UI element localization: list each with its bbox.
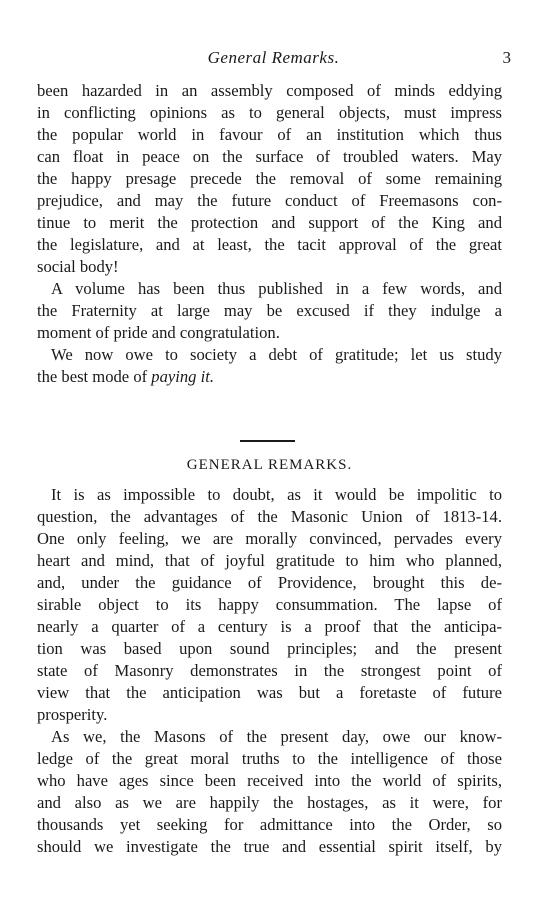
text-line: should we investigate the true and essential spirit itself, by	[37, 837, 502, 856]
running-head	[36, 48, 511, 70]
text-line: and, under the guidance of Providence, brought this de-	[37, 573, 502, 592]
paragraph-start-line: A volume has been thus published in a few words, and	[51, 279, 502, 298]
text-line: been hazarded in an assembly composed of minds eddying	[37, 81, 502, 100]
section-body-text	[37, 484, 502, 858]
text-line: nearly a quarter of a century is a proof that the anticipa-	[37, 617, 502, 636]
text-line: ledge of the great moral truths to the intelligence of those	[37, 749, 502, 768]
text-line: can float in peace on the surface of troubled waters. May	[37, 147, 502, 166]
text-line: in conflicting opinions as to general objects, must impress	[37, 103, 502, 122]
text-line: state of Masonry demonstrates in the strongest point of	[37, 661, 502, 680]
text-line: question, the advantages of the Masonic Union of 1813-14.	[37, 507, 502, 526]
text-line: the Fraternity at large may be excused if they indulge a	[37, 301, 502, 320]
text-line: tinue to merit the protection and support of the King and	[37, 213, 502, 232]
running-title: General Remarks.	[207, 48, 340, 67]
text-line: who have ages since been received into the world of spirits,	[37, 771, 502, 790]
text-line: and also as we are happily the hostages, as it were, for	[37, 793, 502, 812]
section-heading: GENERAL REMARKS.	[186, 457, 353, 473]
continuation-text	[37, 80, 502, 388]
text-line: One only feeling, we are morally convinced, pervades every	[37, 529, 502, 548]
section-divider	[240, 440, 295, 442]
closing-line-text: the best mode of	[37, 367, 152, 386]
text-line: heart and mind, that of joyful gratitude to him who planned,	[37, 551, 502, 570]
text-line: prosperity.	[37, 705, 108, 724]
text-line: moment of pride and congratulation.	[37, 323, 280, 342]
text-line: the legislature, and at least, the tacit approval of the great	[37, 235, 502, 254]
text-line: tion was based upon sound principles; and the present	[37, 639, 502, 658]
text-line: social body!	[37, 257, 119, 276]
text-line: sirable object to its happy consummation. The lapse of	[37, 595, 502, 614]
italic-phrase: paying it.	[151, 367, 214, 386]
paragraph-start-line: It is as impossible to doubt, as it would be impolitic to	[51, 485, 502, 504]
text-line: view that the anticipation was but a foretaste of future	[37, 683, 502, 702]
page-number: 3	[502, 48, 511, 67]
paragraph-start-line: As we, the Masons of the present day, owe our know-	[51, 727, 502, 746]
text-line: the happy presage precede the removal of some remaining	[37, 169, 502, 188]
text-line: the popular world in favour of an institution which thus	[37, 125, 502, 144]
text-line: thousands yet seeking for admittance into the Order, so	[37, 815, 502, 834]
text-line: prejudice, and may the future conduct of Freemasons con-	[37, 191, 502, 210]
closing-line	[37, 366, 502, 388]
paragraph-start-line: We now owe to society a debt of gratitude; let us study	[51, 345, 502, 364]
